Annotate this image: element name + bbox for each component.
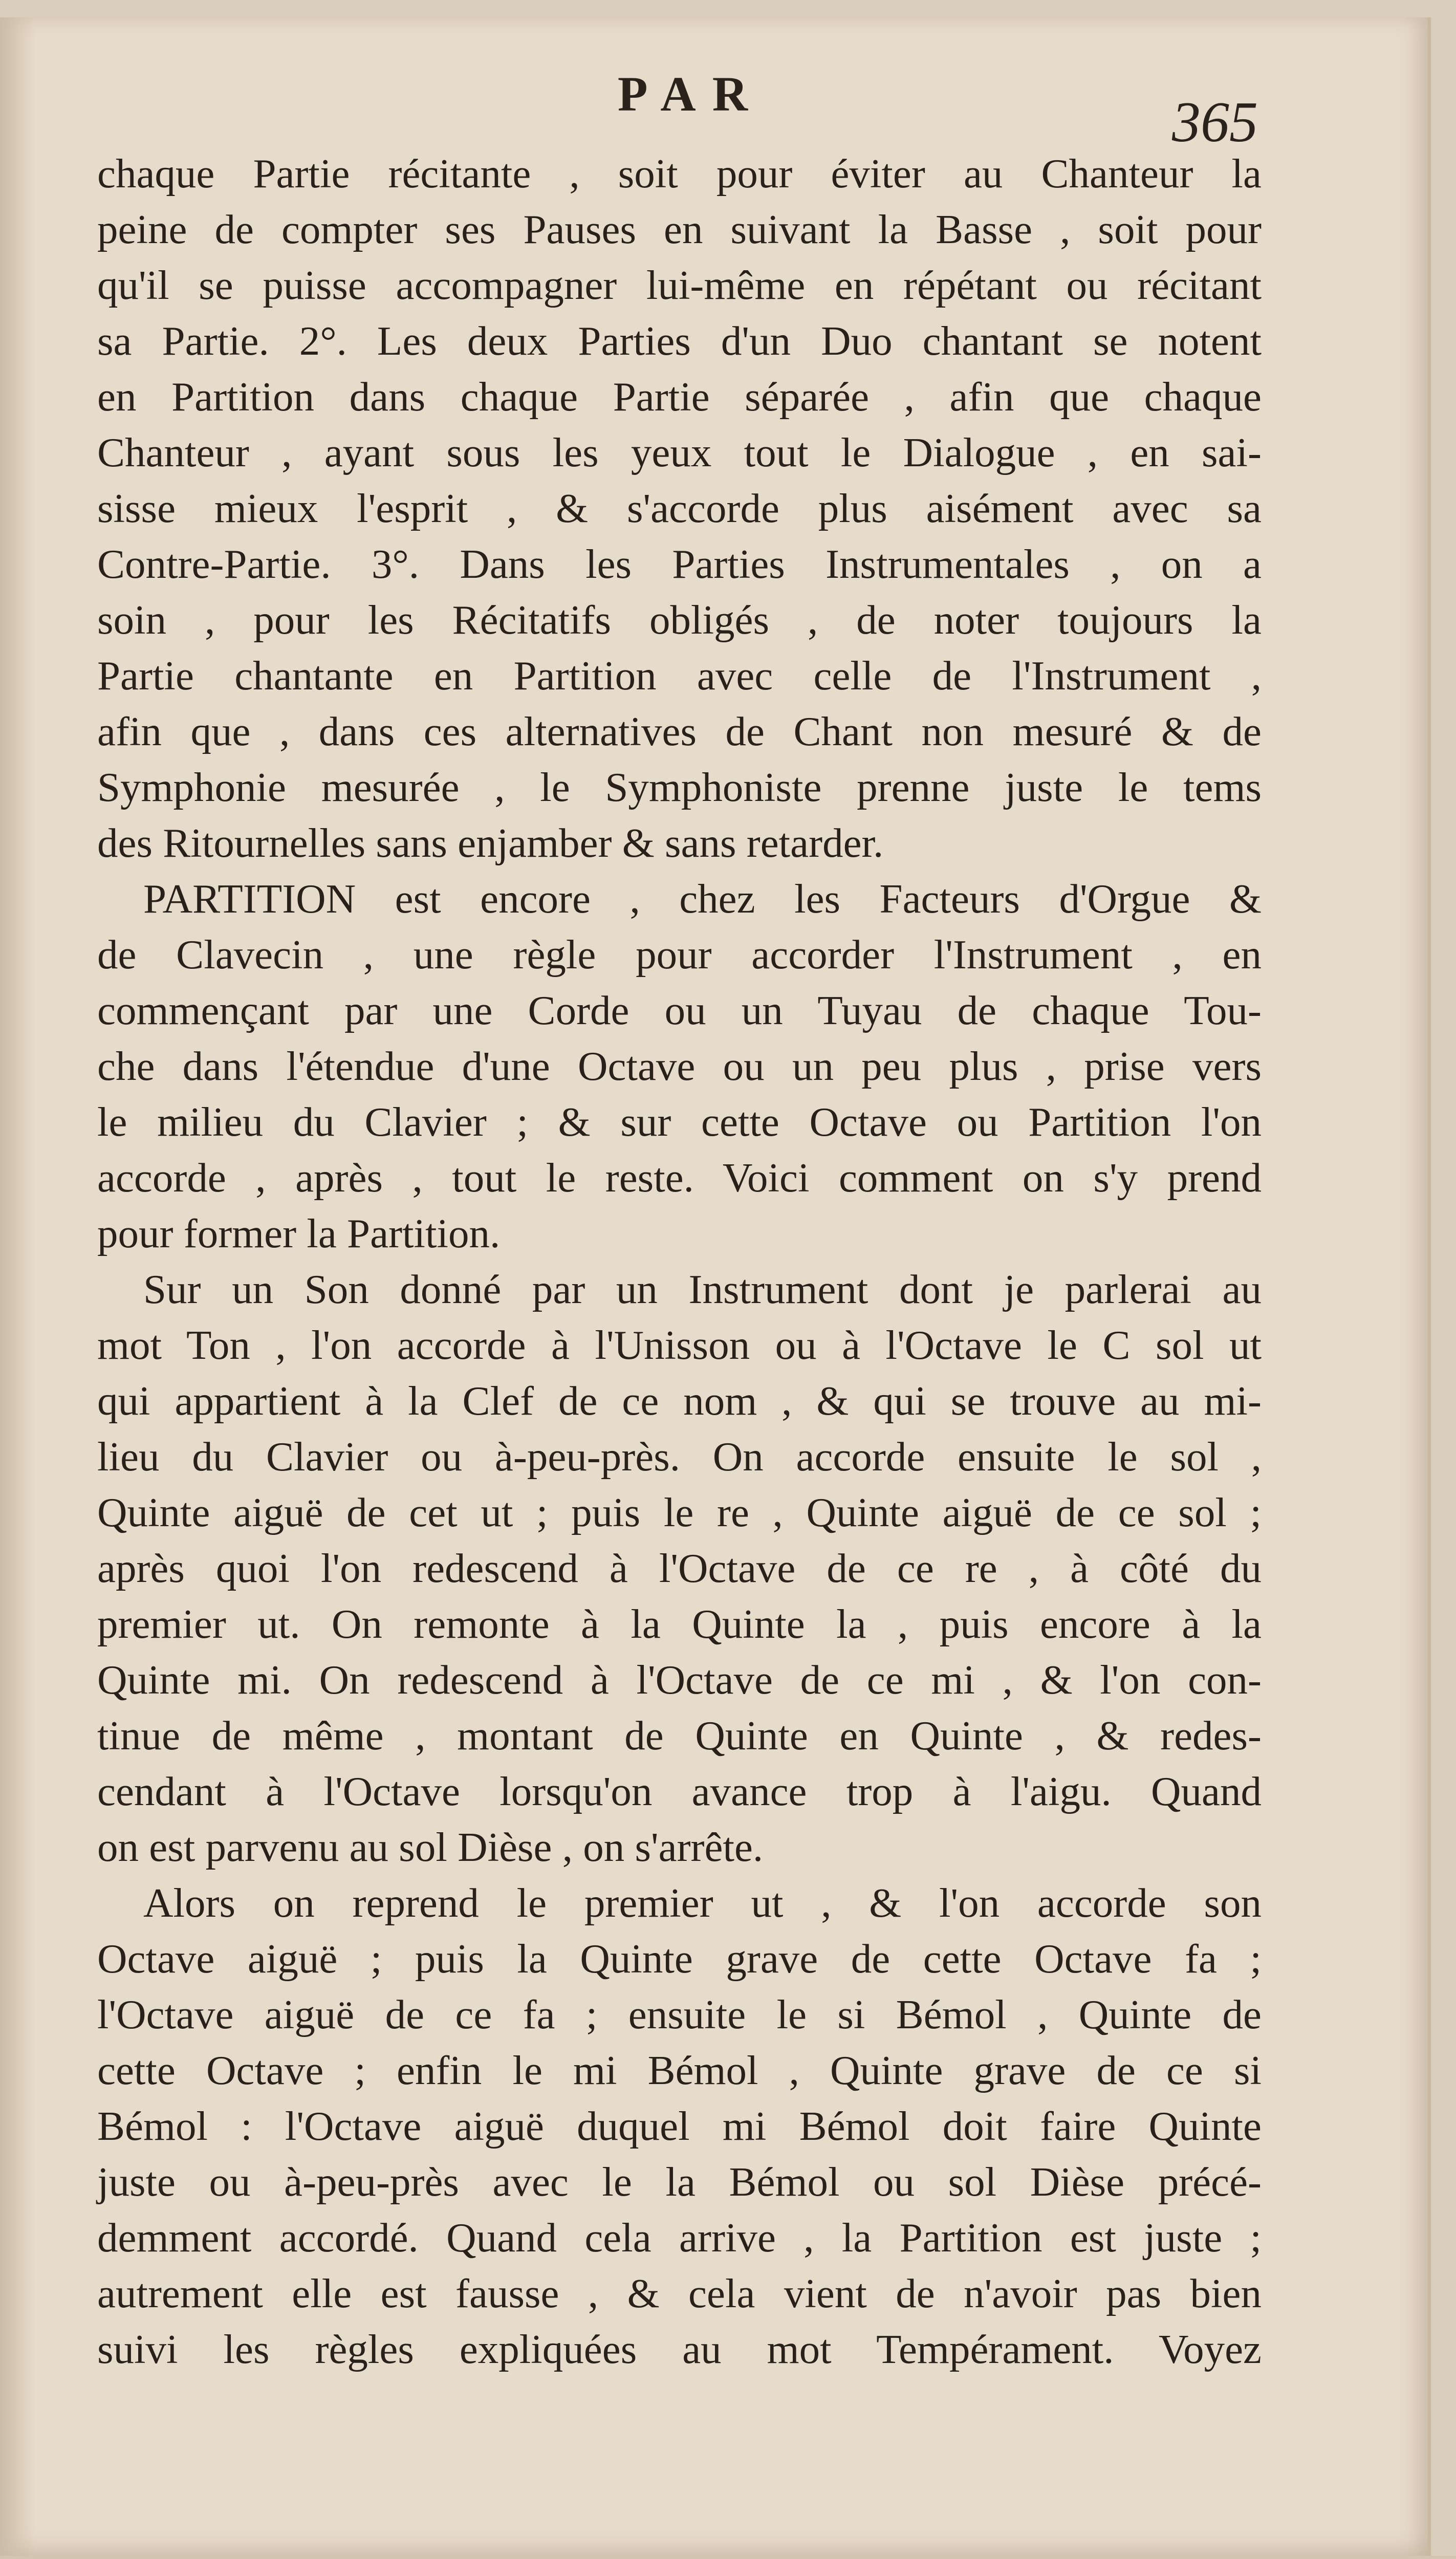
text-line: Quinte mi. On redescend à l'Octave de ce mi , & l'on con- — [97, 1657, 1262, 1703]
running-head: PAR — [617, 67, 765, 121]
text-line: juste ou à-peu-près avec le la Bémol ou sol Dièse précé- — [97, 2159, 1262, 2205]
text-line: demment accordé. Quand cela arrive , la Partition est juste ; — [97, 2215, 1262, 2261]
text-line: Contre-Partie. 3°. Dans les Parties Instrumentales , on a — [97, 541, 1262, 587]
paragraph-end-line: on est parvenu au sol Dièse , on s'arrête. — [97, 1824, 764, 1870]
text-line: lieu du Clavier ou à-peu-près. On accorde ensuite le sol , — [97, 1434, 1262, 1480]
paragraph-start-line: PARTITION est encore , chez les Facteurs d'Orgue & — [143, 876, 1262, 922]
text-line: Bémol : l'Octave aiguë duquel mi Bémol doit faire Quinte — [97, 2103, 1262, 2149]
text-line: qui appartient à la Clef de ce nom , & qui se trouve au mi- — [97, 1378, 1262, 1424]
text-line: suivi les règles expliquées au mot Tempérament. Voyez — [97, 2326, 1262, 2372]
text-line: chaque Partie récitante , soit pour éviter au Chanteur la — [97, 150, 1262, 197]
text-line: après quoi l'on redescend à l'Octave de ce re , à côté du — [97, 1545, 1262, 1591]
text-line: Octave aiguë ; puis la Quinte grave de cette Octave fa ; — [97, 1936, 1262, 1982]
body-text — [97, 146, 1262, 2377]
text-line: Chanteur , ayant sous les yeux tout le Dialogue , en sai- — [97, 429, 1262, 475]
page-edge — [0, 2556, 1456, 2559]
text-line: cette Octave ; enfin le mi Bémol , Quinte grave de ce si — [97, 2047, 1262, 2093]
text-line: soin , pour les Récitatifs obligés , de noter toujours la — [97, 597, 1262, 643]
text-line: commençant par une Corde ou un Tuyau de chaque Tou- — [97, 987, 1262, 1033]
page-number: 365 — [1172, 91, 1258, 154]
text-line: Partie chantante en Partition avec celle de l'Instrument , — [97, 653, 1262, 699]
text-line: qu'il se puisse accompagner lui-même en répétant ou récitant — [97, 262, 1262, 308]
text-line: l'Octave aiguë de ce fa ; ensuite le si Bémol , Quinte de — [97, 1991, 1262, 2037]
text-line: premier ut. On remonte à la Quinte la , puis encore à la — [97, 1601, 1262, 1647]
text-line: le milieu du Clavier ; & sur cette Octave ou Partition l'on — [97, 1099, 1262, 1145]
text-line: che dans l'étendue d'une Octave ou un peu plus , prise vers — [97, 1043, 1262, 1089]
text-line: en Partition dans chaque Partie séparée , afin que chaque — [97, 374, 1262, 420]
paragraph-start-line: Sur un Son donné par un Instrument dont je parlerai au — [143, 1266, 1262, 1312]
text-line: de Clavecin , une règle pour accorder l'Instrument , en — [97, 931, 1262, 978]
text-line: accorde , après , tout le reste. Voici comment on s'y prend — [97, 1155, 1262, 1201]
paragraph-start-line: Alors on reprend le premier ut , & l'on accorde son — [143, 1880, 1262, 1926]
paragraph-end-line: des Ritournelles sans enjamber & sans retarder. — [97, 820, 884, 866]
text-line: cendant à l'Octave lorsqu'on avance trop à l'aigu. Quand — [97, 1768, 1262, 1814]
text-line: autrement elle est fausse , & cela vient de n'avoir pas bien — [97, 2270, 1262, 2316]
paragraph-end-line: pour former la Partition. — [97, 1210, 501, 1256]
page-gutter — [0, 17, 36, 2556]
text-line: afin que , dans ces alternatives de Chant non mesuré & de — [97, 708, 1262, 754]
text-line: peine de compter ses Pauses en suivant la Basse , soit pour — [97, 206, 1262, 252]
text-line: tinue de même , montant de Quinte en Quinte , & redes- — [97, 1712, 1262, 1759]
text-line: Quinte aiguë de cet ut ; puis le re , Quinte aiguë de ce sol ; — [97, 1489, 1262, 1535]
text-line: sa Partie. 2°. Les deux Parties d'un Duo chantant se notent — [97, 318, 1262, 364]
text-line: Symphonie mesurée , le Symphoniste prenne juste le tems — [97, 764, 1262, 810]
text-line: mot Ton , l'on accorde à l'Unisson ou à l'Octave le C sol ut — [97, 1322, 1262, 1368]
text-line: sisse mieux l'esprit , & s'accorde plus aisément avec sa — [97, 485, 1262, 531]
